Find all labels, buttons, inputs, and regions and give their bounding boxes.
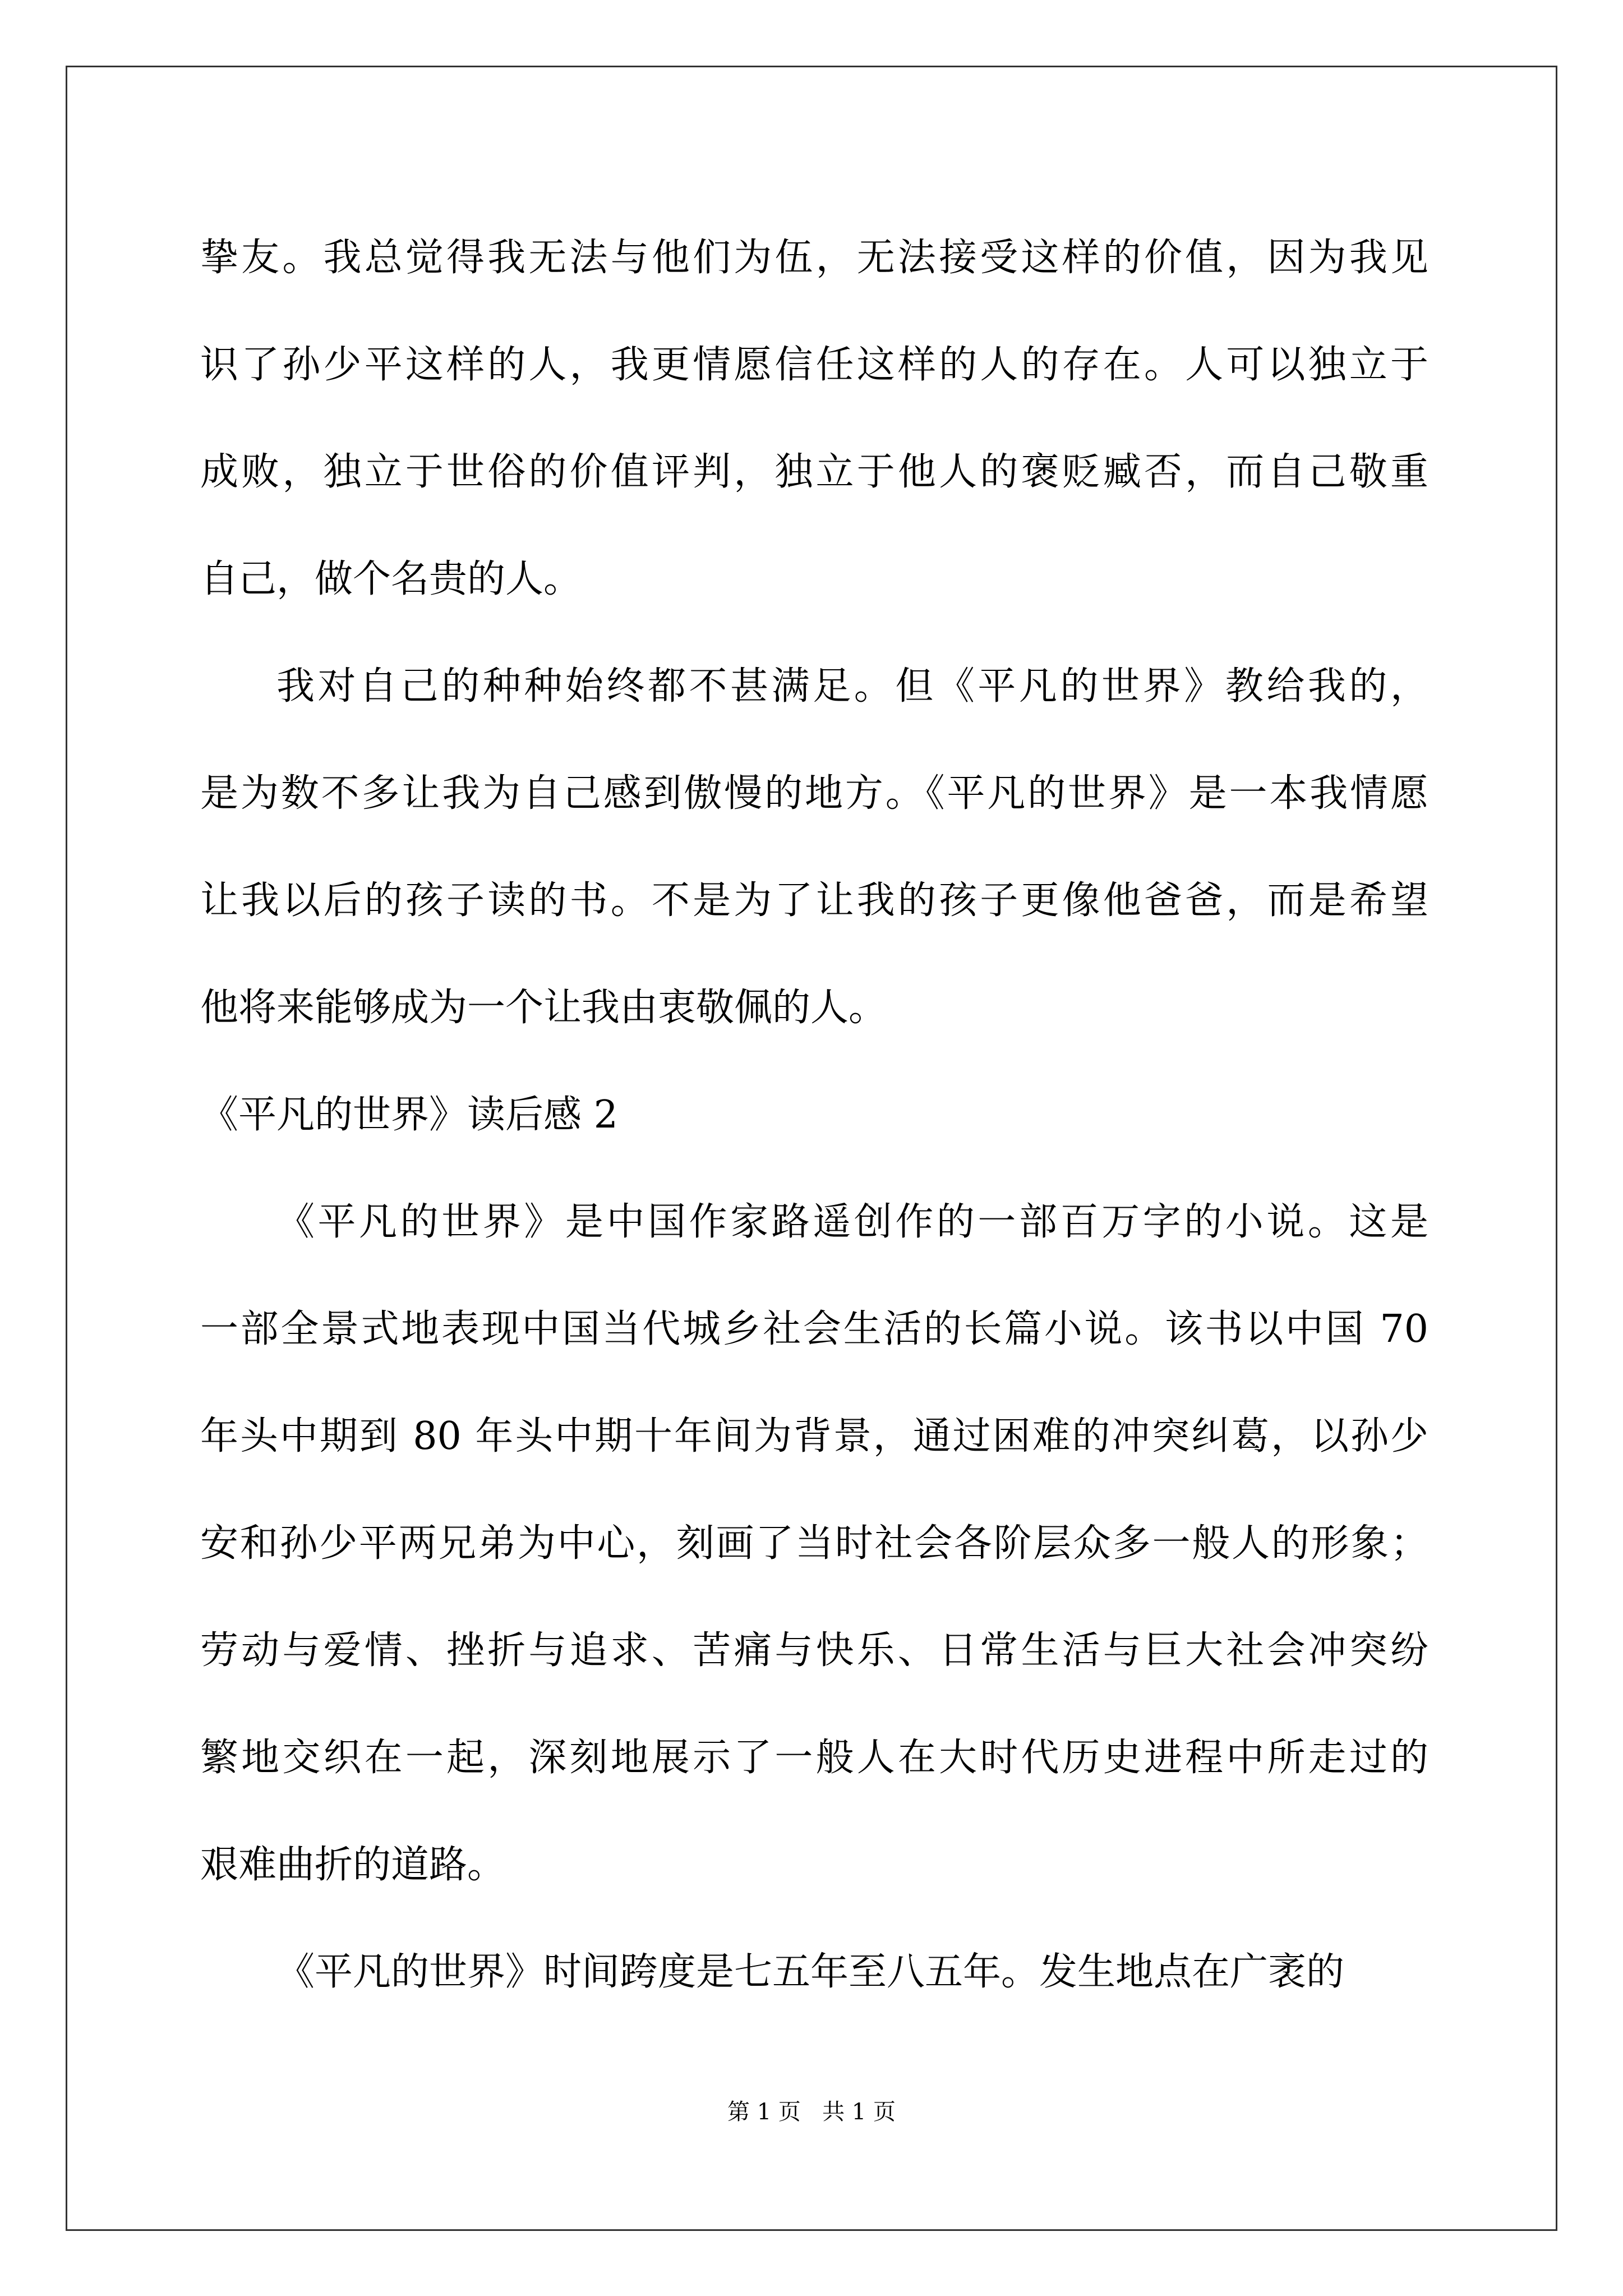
text-line: 让我以后的孩子读的书。不是为了让我的孩子更像他爸爸，而是希望	[200, 878, 1428, 923]
page-footer: 第 1 页 共 1 页	[727, 2099, 896, 2125]
text-line: 挚友。我总觉得我无法与他们为伍，无法接受这样的价值，因为我见	[200, 236, 1428, 280]
text-line: 识了孙少平这样的人，我更情愿信任这样的人的存在。人可以独立于	[200, 343, 1428, 387]
text-line: 劳动与爱情、挫折与追求、苦痛与快乐、日常生活与巨大社会冲突纷	[200, 1628, 1428, 1673]
text-line: 成败，独立于世俗的价值评判，独立于他人的褒贬臧否，而自己敬重	[200, 450, 1428, 494]
text-line: 繁地交织在一起，深刻地展示了一般人在大时代历史进程中所走过的	[200, 1736, 1428, 1780]
text-line: 他将来能够成为一个让我由衷敬佩的人。	[200, 986, 887, 1030]
text-line: 自己，做个名贵的人。	[200, 557, 582, 601]
text-line: 年头中期到 80 年头中期十年间为背景，通过困难的冲突纠葛，以孙少	[200, 1414, 1428, 1458]
paragraph-first-line: 《平凡的世界》时间跨度是七五年至八五年。发生地点在广袤的	[276, 1950, 1345, 1994]
section-heading: 《平凡的世界》读后感 2	[200, 1093, 618, 1137]
text-line: 一部全景式地表现中国当代城乡社会生活的长篇小说。该书以中国 70	[200, 1307, 1428, 1351]
text-line: 是为数不多让我为自己感到傲慢的地方。《平凡的世界》是一本我情愿	[200, 771, 1428, 816]
document-body	[200, 204, 1428, 2026]
text-line: 安和孙少平两兄弟为中心，刻画了当时社会各阶层众多一般人的形象；	[200, 1521, 1428, 1566]
paragraph-first-line: 《平凡的世界》是中国作家路遥创作的一部百万字的小说。这是	[276, 1200, 1428, 1244]
text-line: 艰难曲折的道路。	[200, 1843, 506, 1887]
paragraph-first-line: 我对自己的种种始终都不甚满足。但《平凡的世界》教给我的，	[276, 664, 1428, 708]
